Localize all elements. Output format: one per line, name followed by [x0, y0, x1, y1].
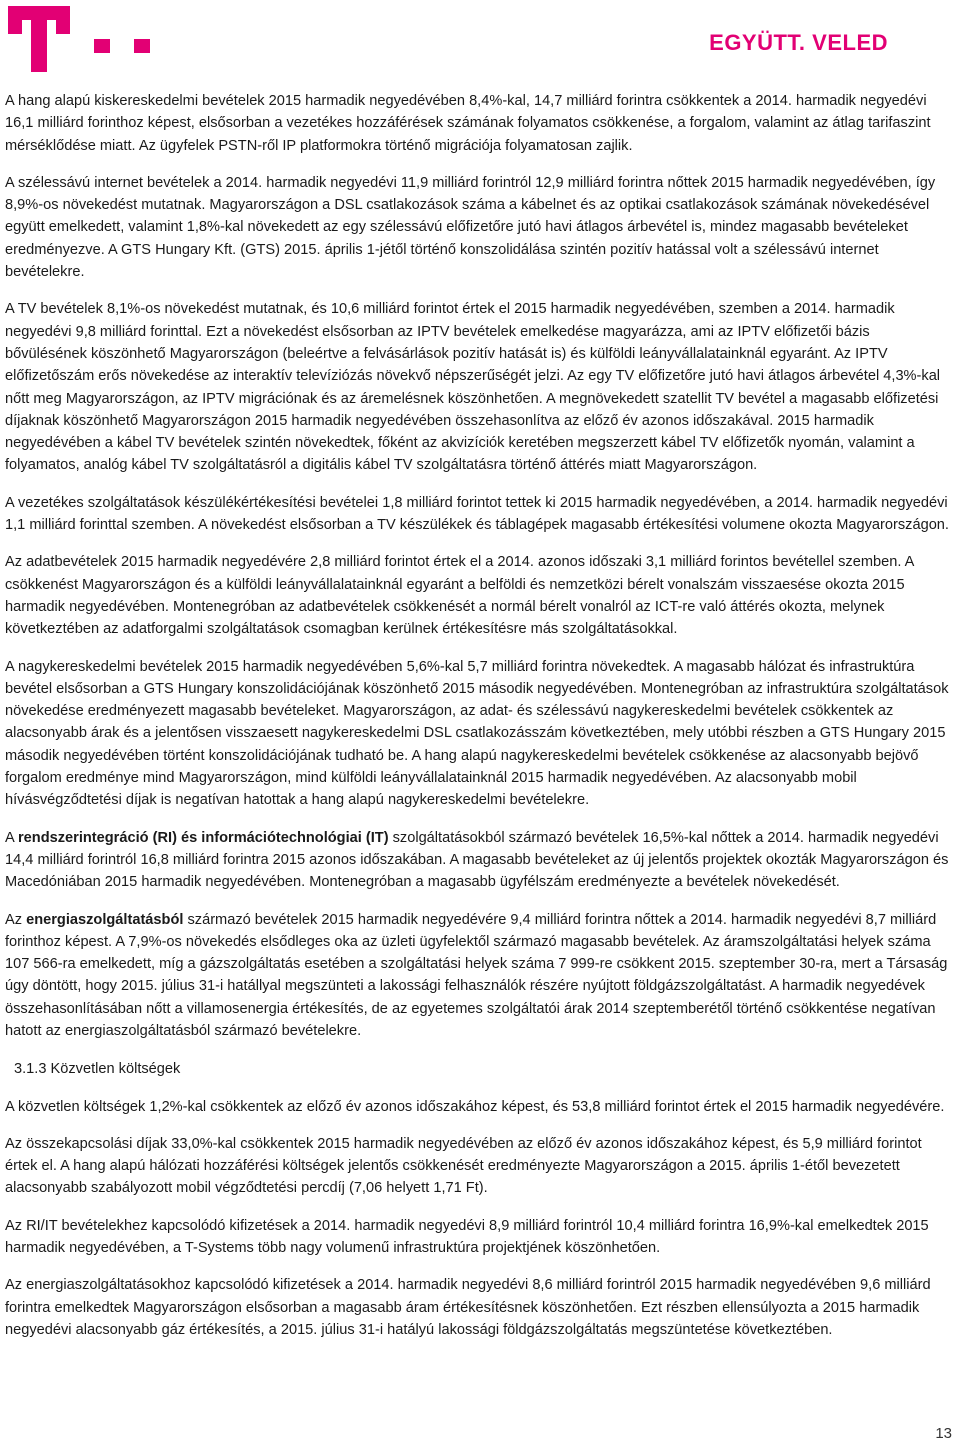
- document-body: [5, 90, 955, 1356]
- paragraph-tv: A TV bevételek 8,1%-os növekedést mutatnak, és 10,6 milliárd forintot értek el 2015 harmadik negyedévében, szemben a 2014. harmadik negyedévi 9,8 milliárd forinttal. Ezt a növekedést elsősorban az IPTV bevételek emelkedése magyarázza, ami az IPTV előfizetői bázis bővülésének köszönhető Magyarországon (beleértve a felvásárlások pozitív hatását is) és külföldi leányvállalatainknál egyaránt. Az IPTV előfizetőszám erős növekedése az interaktív televíziózás növekvő népszerűségét jelzi. Az egy TV előfizetőre jutó havi átlagos árbevétel 4,3%-kal nőtt meg Magyarországon, az IPTV migrációnak és az áremelésnek köszönhetően. A megnövekedett szatellit TV bevétel a magasabb előfizetési díjaknak köszönhető Magyarországon 2015 harmadik negyedévében összehasonlítva az előző év azonos időszakával. 2015 harmadik negyedévében a kábel TV bevételek szintén növekedtek, főként az akvizíciók keretében megszerzett kábel TV előfizetők nyomán, valamint a folyamatos, analóg kábel TV szolgáltatásról a digitális kábel TV szolgáltatásra történő áttérés miatt Magyarországon.: [5, 301, 941, 474]
- paragraph-energy: [5, 909, 955, 1043]
- ri-bold-term: rendszerintegráció (RI) és információtechnológiai (IT): [17, 829, 389, 846]
- ri-prefix: A: [5, 829, 18, 846]
- energy-bold-term: energiaszolgáltatásból: [26, 911, 184, 928]
- paragraph-voice-retail: A hang alapú kiskereskedelmi bevételek 2015 harmadik negyedévében 8,4%-kal, 14,7 milliárd forintra csökkentek a 2014. harmadik negyedévi 16,1 milliárd forinthoz képest, elsősorban a vezetékes hozzáférések számának folyamatos csökkenése, a forgalom, valamint az átlag tarifaszint mérséklődése miatt. Az ügyfelek PSTN-ről IP platformokra történő migrációja folyamatosan zajlik.: [5, 93, 931, 154]
- paragraph-equipment: A vezetékes szolgáltatások készülékértékesítési bevételei 1,8 milliárd forintot tettek ki 2015 harmadik negyedévében, a 2014. harmadik negyedévi 1,1 milliárd forinttal szemben. A növekedést elsősorban a TV készülékek és táblagépek magasabb értékesítési volumene okozta Magyarországon.: [5, 494, 949, 534]
- paragraph-interconnect: Az összekapcsolási díjak 33,0%-kal csökkentek 2015 harmadik negyedévében az előző év azonos időszakához képest, és 5,9 milliárd forintot értek el. A hang alapú hálózati hozzáférési költségek jelentős csökkenését eredményezte Magyarországon a 2015. április 1-étől bevezetett alacsonyabb szabályozott mobil végződtetési percdíj (7,06 helyett 1,71 Ft).: [5, 1135, 922, 1197]
- paragraph-energy-costs: Az energiaszolgáltatásokhoz kapcsolódó kifizetések a 2014. harmadik negyedévi 8,6 milliárd forintról 2015 harmadik negyedévében 9,6 milliárd forintra emelkedtek Magyarországon elsősorban a magasabb áram értékesítésnek köszönhetően. Ezt részben ellensúlyozta a 2015 harmadik negyedévi alacsonyabb gáz értékesítés, a 2015. július 31-i hatályú lakossági földgázszolgáltatás megszüntetése következtében.: [5, 1277, 931, 1338]
- paragraph-direct-costs: A közvetlen költségek 1,2%-kal csökkentek az előző év azonos időszakához képest, és 53,8 milliárd forintot értek el 2015 harmadik negyedévére.: [5, 1098, 945, 1115]
- brand-slogan: EGYÜTT. VELED: [709, 30, 888, 55]
- paragraph-ri-it: [5, 827, 955, 894]
- paragraph-data: Az adatbevételek 2015 harmadik negyedévére 2,8 milliárd forintot értek el a 2014. azonos időszaki 3,1 milliárd forintos bevétellel szemben. A csökkenést Magyarországon és a külföldi leányvállalatainknál egyaránt a belföldi és nemzetközi bérelt vonalszám visszaesése okozta 2015 harmadik negyedévében. Montenegróban az adatbevételek csökkenését a normál bérelt vonalról az ICT-re való áttérés okozta, melynek következtében az adatforgalmi szolgáltatások csomagban kerülnek értékesítésre más szolgáltatásokkal.: [5, 554, 914, 638]
- page-header: [0, 0, 960, 80]
- ri-rest: szolgáltatásokból származó bevételek 16,5%-kal nőttek a 2014. harmadik negyedévi 14,4 milliárd forintról 16,8 milliárd forintra 2015 azonos időszakában. A magasabb bevételeket az új jelentős projektek okozták Magyarországon és Macedóniában 2015 harmadik negyedévében. Montenegróban a magasabb ügyfélszám eredményezte a bevételek növekedését.: [5, 829, 949, 891]
- page-number: 13: [935, 1425, 952, 1442]
- energy-prefix: Az: [5, 911, 27, 928]
- paragraph-ri-it-costs: Az RI/IT bevételekhez kapcsolódó kifizetések a 2014. harmadik negyedévi 8,9 milliárd forintról 10,4 milliárd forintra 16,9%-kal emelkedtek 2015 harmadik negyedévében, a T-Systems több nagy volumenű infrastruktúra projektjének köszönhetően.: [5, 1217, 929, 1257]
- paragraph-wholesale: A nagykereskedelmi bevételek 2015 harmadik negyedévében 5,6%-kal 5,7 milliárd forintra növekedtek. A magasabb hálózat és infrastruktúra bevétel elsősorban a GTS Hungary konszolidációjának köszönhető 2015 második negyedévében. Montenegróban az infrastruktúra szolgáltatások növekedése eredményezett magasabb bevételeket. Magyarországon, az adat- és szélessávú nagykereskedelmi bevételek csökkentek az alacsonyabb árak és a jelentősen visszaesett nagykereskedelmi DSL csatlakozásszám következtében, mely utóbbi részben a GTS Hungary 2015 második negyedévében történt konszolidációjának tudható be. A hang alapú nagykereskedelmi bevételek csökkenése az alacsonyabb bejövő forgalom eredménye mind Magyarországon, mind külföldi leányvállalatainknál 2015 harmadik negyedévében. Az alacsonyabb mobil hívásvégződtetési díjak is negatívan hatottak a hang alapú nagykereskedelmi bevételekre.: [5, 658, 949, 809]
- telekom-logo-icon: [8, 6, 168, 76]
- energy-rest: származó bevételek 2015 harmadik negyedévére 9,4 milliárd forintra nőttek a 2014. harmadik negyedévi 8,7 milliárd forinthoz képest. A 7,9%-os növekedés elsődleges oka az üzleti ügyfelektől származó magasabb bevételek. Az áramszolgáltatási helyek száma 107 566-ra emelkedett, míg a gázszolgáltatás esetében a szolgáltatási helyek száma 7 999-re csökkent 2015. szeptember 30-ra, mert a Társaság úgy döntött, hogy 2015. július 31-i hatállyal megszünteti a lakossági felhasználók részére nyújtott földgázszolgáltatást. A harmadik negyedévek összehasonlításában nőtt a villamosenergia értékesítés, de az egyetemes szolgáltatói árak 2014 szeptemberétől történő csökkentése negatívan hatott az energiaszolgáltatásból származó bevételekre.: [5, 911, 948, 1039]
- section-heading: 3.1.3 Közvetlen költségek: [14, 1061, 181, 1078]
- paragraph-broadband: A szélessávú internet bevételek a 2014. harmadik negyedévi 11,9 milliárd forintról 12,9 milliárd forintra nőttek 2015 harmadik negyedévében, így 8,9%-os növekedést mutatnak. Magyarországon a DSL csatlakozások száma a kábelnet és az optikai csatlakozások számának növekedésével együtt emelkedett, valamint 1,8%-kal növekedett az egy szélessávú előfizetőre jutó havi átlagos árbevétel is, mindez magasabb bevételeket eredményezve. A GTS Hungary Kft. (GTS) 2015. április 1-jétől történő konszolidálása szintén pozitív hatással volt a szélessávú internet bevételekre.: [5, 174, 936, 281]
